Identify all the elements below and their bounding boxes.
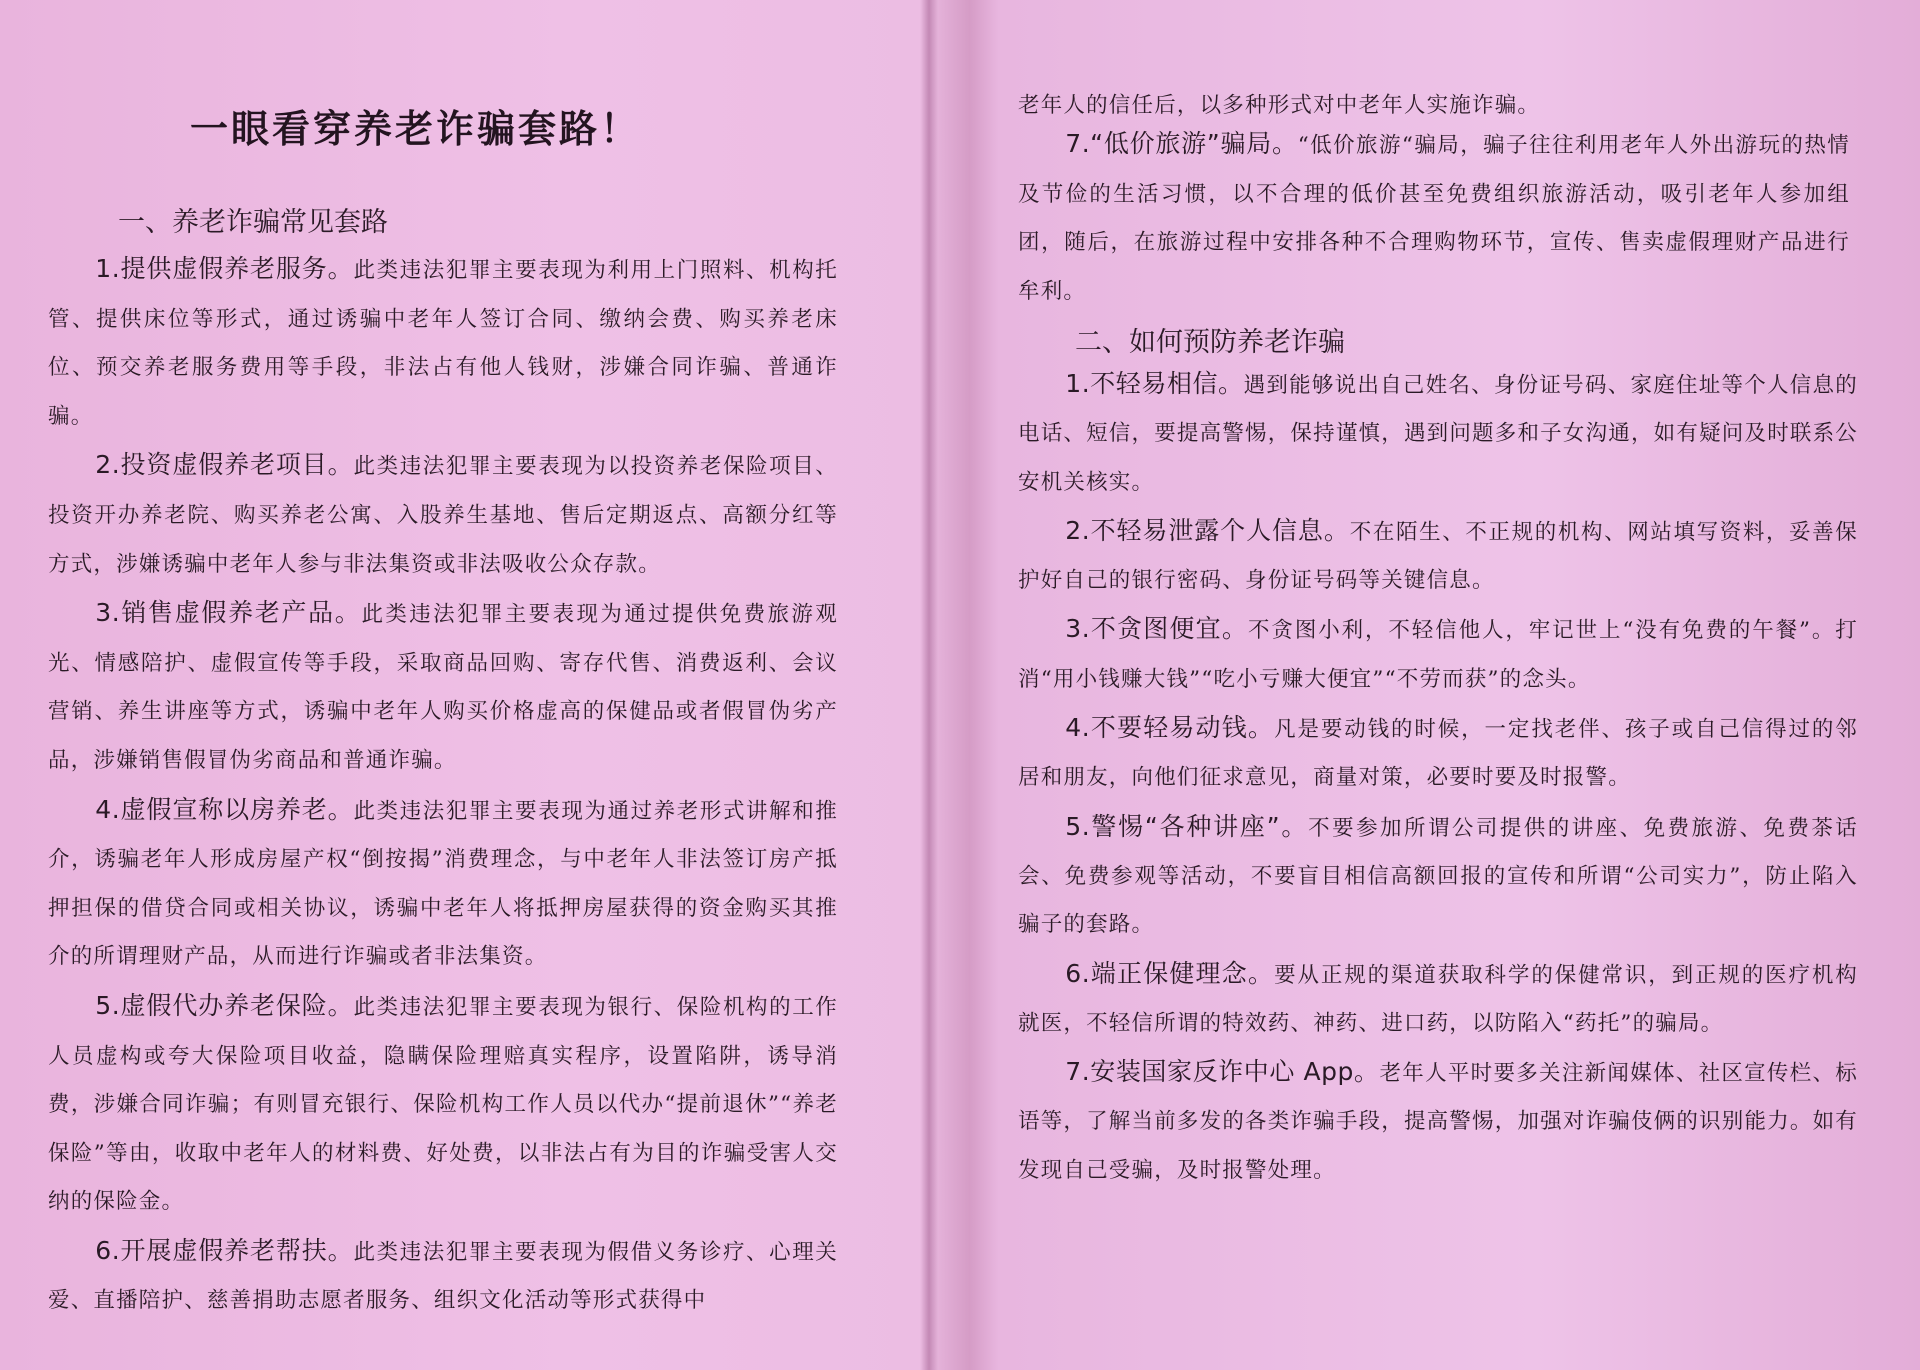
item-lead: 4.虚假宣称以房养老。 <box>95 794 354 824</box>
item-text: 凡是要动钱的时候，一定找老伴、孩子或自己信得过的邻居和朋友，向他们征求意见，商量对策，必要时要及时报警。 <box>1018 717 1858 791</box>
item-text: 遇到能够说出自己姓名、身份证号码、家庭住址等个人信息的电话、短信，要提高警惕，保持谨慎，遇到问题多和子女沟通，如有疑问及时联系公安机关核实。 <box>1018 373 1858 495</box>
section-2-item-7 <box>1018 1048 1858 1195</box>
item-lead: 2.不轻易泄露个人信息。 <box>1065 515 1350 545</box>
item-text: 此类违法犯罪主要表现为利用上门照料、机构托管、提供床位等形式，通过诱骗中老年人签订合同、缴纳会费、购买养老床位、预交养老服务费用等手段，非法占有他人钱财，涉嫌合同诈骗、普通诈骗。 <box>48 258 838 429</box>
item-lead: 7.安装国家反诈中心 App。 <box>1065 1057 1380 1087</box>
section-2-item-5 <box>1018 803 1858 950</box>
item-text: 不在陌生、不正规的机构、网站填写资料，妥善保护好自己的银行密码、身份证号码等关键信息。 <box>1018 519 1859 594</box>
item-lead: 3.销售虚假养老产品。 <box>95 598 362 628</box>
item-text: 不贪图小利，不轻信他人，牢记世上“没有免费的午餐”。打消“用小钱赚大钱”“吃小亏赚大便宜”“不劳而获”的念头。 <box>1018 618 1859 692</box>
section-1-item-7 <box>1018 120 1850 316</box>
item-text: 此类违法犯罪主要表现为以投资养老保险项目、投资开办养老院、购买养老公寓、入股养生基地、售后定期返点、高额分红等方式，涉嫌诱骗中老年人参与非法集资或非法吸收公众存款。 <box>48 454 838 577</box>
section-2-item-2 <box>1018 507 1858 606</box>
section-1-item-1 <box>48 245 838 441</box>
item-text: 要从正规的渠道获取科学的保健常识，到正规的医疗机构就医，不轻信所谓的特效药、神药、进口药，以防陷入“药托”的骗局。 <box>1018 962 1858 1036</box>
section-2-body <box>1018 360 1858 1195</box>
item-lead: 1.提供虚假养老服务。 <box>95 254 354 283</box>
section-2-heading: 二、如何预防养老诈骗 <box>1075 327 1345 358</box>
section-1-item-6 <box>48 1227 838 1326</box>
section-1-item-4 <box>48 786 838 982</box>
item-lead: 6.端正保健理念。 <box>1065 958 1275 988</box>
section-1-body-continued <box>1018 120 1850 316</box>
item-text: 不要参加所谓公司提供的讲座、免费旅游、免费茶话会、免费参观等活动，不要盲目相信高额回报的宣传和所谓“公司实力”，防止陷入骗子的套路。 <box>1018 815 1858 938</box>
item-text: “低价旅游“骗局，骗子往往利用老年人外出游玩的热情及节俭的生活习惯，以不合理的低价甚至免费组织旅游活动，吸引老年人参加组团，随后，在旅游过程中安排各种不合理购物环节，宣传、售卖虚假理财产品进行牟利。 <box>1018 133 1850 304</box>
item-text: 此类违法犯罪主要表现为假借义务诊疗、心理关爱、直播陪护、慈善捐助志愿者服务、组织文化活动等形式获得中 <box>48 1239 838 1314</box>
item-lead: 4.不要轻易动钱。 <box>1065 713 1275 743</box>
section-1-item-6-continuation: 老年人的信任后，以多种形式对中老年人实施诈骗。 <box>1018 93 1541 118</box>
item-lead: 2.投资虚假养老项目。 <box>95 450 354 480</box>
item-text: 此类违法犯罪主要表现为银行、保险机构的工作人员虚构或夸大保险项目收益，隐瞒保险理赔真实程序，设置陷阱，诱导消费，涉嫌合同诈骗；有则冒充银行、保险机构工作人员以代办“提前退休”“养老保险”等由，收取中老年人的材料费、好处费，以非法占有为目的诈骗受害人交纳的保险金。 <box>48 994 838 1215</box>
section-1-item-5 <box>48 982 838 1227</box>
item-lead: 1.不轻易相信。 <box>1065 369 1244 398</box>
section-1-item-3 <box>48 589 838 785</box>
item-lead: 6.开展虚假养老帮扶。 <box>95 1235 354 1265</box>
item-text: 老年人平时要多关注新闻媒体、社区宣传栏、标语等，了解当前多发的各类诈骗手段，提高警惕，加强对诈骗伎俩的识别能力。如有发现自己受骗，及时报警处理。 <box>1018 1061 1859 1183</box>
item-lead: 7.“低价旅游”骗局。 <box>1065 129 1298 158</box>
item-lead: 5.虚假代办养老保险。 <box>95 990 354 1020</box>
section-2-item-4 <box>1018 704 1858 803</box>
section-1-item-2 <box>48 441 838 589</box>
section-2-item-6 <box>1018 950 1858 1049</box>
item-lead: 3.不贪图便宜。 <box>1065 614 1249 644</box>
document-title: 一眼看穿养老诈骗套路！ <box>190 107 642 151</box>
section-2-item-1 <box>1018 360 1858 507</box>
item-lead: 5.警惕“各种讲座”。 <box>1065 811 1309 841</box>
section-2-item-3 <box>1018 605 1858 704</box>
section-1-heading: 一、养老诈骗常见套路 <box>118 207 388 238</box>
section-1-body <box>48 245 838 1326</box>
item-text: 此类违法犯罪主要表现为通过提供免费旅游观光、情感陪护、虚假宣传等手段，采取商品回购、寄存代售、消费返利、会议营销、养生讲座等方式，诱骗中老年人购买价格虚高的保健品或者假冒伪劣产品，涉嫌销售假冒伪劣商品和普通诈骗。 <box>48 602 838 773</box>
item-text: 此类违法犯罪主要表现为通过养老形式讲解和推介，诱骗老年人形成房屋产权“倒按揭”消费理念，与中老年人非法签订房产抵押担保的借贷合同或相关协议，诱骗中老年人将抵押房屋获得的资金购买其推介的所谓理财产品，从而进行诈骗或者非法集资。 <box>48 798 838 970</box>
page-gutter <box>920 0 938 1370</box>
